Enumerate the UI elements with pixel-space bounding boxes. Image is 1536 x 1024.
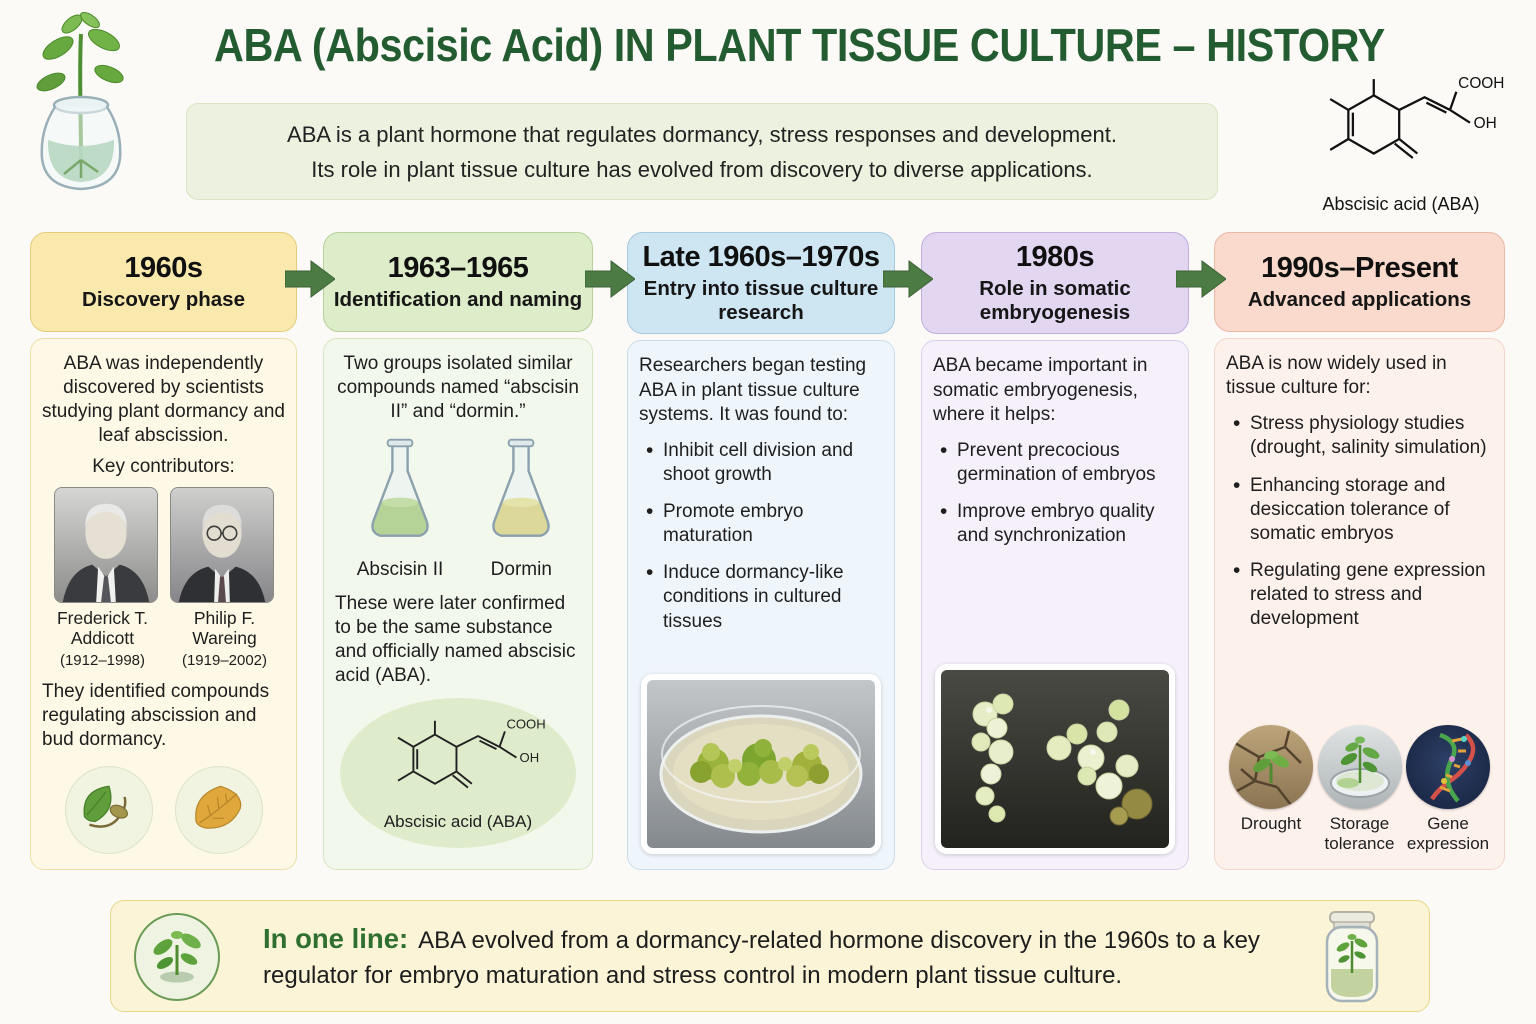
timeline-arrow-1 — [285, 258, 335, 300]
app-drought — [1227, 725, 1315, 854]
bullet-item: • Improve embryo quality and synchronization — [933, 500, 1177, 548]
plant-in-jar-icon — [20, 8, 142, 196]
portrait-photo-wareing — [170, 487, 274, 603]
aba-structure-badge — [340, 698, 576, 848]
dormin-flask-label: Dormin — [490, 558, 552, 580]
dormant-leaf-icon — [65, 766, 153, 854]
era-label: 1960s — [124, 251, 203, 284]
confirmation-paragraph: These were later confirmed to be the same substance and officially named abscisic acid (ABA). — [335, 592, 576, 686]
svg-text:OH: OH — [519, 750, 540, 766]
svg-text:COOH: COOH — [1458, 75, 1505, 93]
era-subtitle: Entry into tissue culture research — [643, 277, 879, 325]
timeline-arrow-3 — [883, 258, 933, 300]
timeline-column-1963-1965 — [323, 232, 593, 870]
identified-compounds-paragraph: They identified compounds regulating abscission and bud dormancy. — [42, 680, 270, 751]
summary-body-text: ABA evolved from a dormancy-related hormone discovery in the 1960s to a key regulator for embryo maturation and stress control in modern plant tissue culture. — [263, 927, 1260, 989]
contributor-name: Philip F. Wareing — [192, 607, 257, 649]
era-subtitle: Role in somatic embryogenesis — [979, 277, 1131, 325]
intro-line-1: ABA is a plant hormone that regulates dormancy, stress responses and development. — [287, 121, 1117, 147]
contributor-years: (1912–1998) — [59, 651, 146, 669]
era-label: 1980s — [1015, 241, 1095, 273]
column-header-1980s — [921, 232, 1189, 334]
culture-jar-icon — [1315, 909, 1389, 1005]
aba-badge-label: Abscisic acid (ABA) — [383, 812, 533, 832]
bullet-item: • Induce dormancy-like conditions in cultured tissues — [639, 561, 883, 633]
storage-tolerance-label: Storage tolerance — [1324, 813, 1395, 853]
abscisin-flask — [357, 436, 444, 581]
aba-structure-label: Abscisic acid (ABA) — [1322, 194, 1480, 214]
intro-box — [186, 103, 1218, 200]
era-subtitle: Advanced applications — [1247, 287, 1472, 311]
autumn-leaf-icon — [175, 766, 263, 854]
somatic-embryos-photo — [935, 664, 1175, 854]
intro-line-2: Its role in plant tissue culture has evolved from discovery to diverse applications. — [311, 156, 1093, 182]
bullet-item: • Stress physiology studies (drought, salinity simulation) — [1226, 412, 1493, 460]
drought-icon — [1229, 725, 1313, 809]
discovery-paragraph: ABA was independently discovered by scientists studying plant dormancy and leaf abscission. — [42, 353, 285, 447]
contributor-wareing — [170, 608, 280, 670]
bullet-item: • Regulating gene expression related to stress and development — [1226, 559, 1493, 631]
timeline-column-1990s-present — [1214, 232, 1505, 870]
era-subtitle: Discovery phase — [82, 287, 245, 311]
storage-tolerance-icon — [1318, 725, 1402, 809]
column-body-late1960s — [627, 340, 895, 870]
page-title: ABA (Abscisic Acid) IN PLANT TISSUE CULTURE – HISTORY — [214, 19, 1385, 71]
app-storage-tolerance — [1316, 725, 1404, 854]
era-subtitle: Identification and naming — [333, 287, 583, 311]
column-header-1960s — [30, 232, 297, 332]
era-label: Late 1960s–1970s — [642, 241, 880, 273]
column-header-1990s-present — [1214, 232, 1505, 332]
column-body-1963-1965 — [323, 338, 593, 870]
drought-label: Drought — [1240, 813, 1302, 833]
summary-box — [110, 900, 1430, 1012]
app-gene-expression — [1404, 725, 1492, 854]
testing-paragraph: Researchers began testing ABA in plant tissue culture systems. It was found to: — [639, 355, 867, 425]
era-label: 1990s–Present — [1261, 251, 1458, 284]
dormin-flask — [483, 436, 559, 581]
contributor-name: Frederick T. Addicott — [56, 607, 149, 649]
petri-dish-callus-photo — [641, 674, 881, 854]
key-contributors-label: Key contributors: — [92, 455, 235, 477]
column-header-1963-1965 — [323, 232, 593, 332]
bullet-item: • Enhancing storage and desiccation tolerance of somatic embryos — [1226, 474, 1493, 546]
contributor-years: (1919–2002) — [181, 651, 268, 669]
column-body-1990s-present — [1214, 338, 1505, 870]
in-one-line-label: In one line: — [263, 923, 409, 954]
abscisin-flask-label: Abscisin II — [356, 558, 444, 580]
timeline-column-late1960s — [627, 232, 895, 870]
contributor-addicott — [48, 608, 158, 670]
timeline-column-1980s — [921, 232, 1189, 870]
aba-structure-diagram — [1288, 70, 1514, 215]
timeline-column-1960s — [30, 232, 297, 870]
isolation-paragraph: Two groups isolated similar compounds named “abscisin II” and “dormin.” — [337, 353, 579, 423]
seedling-icon — [133, 913, 221, 1001]
embryogenesis-paragraph: ABA became important in somatic embryogenesis, where it helps: — [933, 355, 1148, 425]
portrait-photo-addicott — [54, 487, 158, 603]
svg-text:OH: OH — [1473, 115, 1497, 133]
applications-paragraph: ABA is now widely used in tissue culture for: — [1226, 353, 1447, 399]
column-body-1980s — [921, 340, 1189, 870]
era-label: 1963–1965 — [387, 251, 529, 284]
timeline-arrow-4 — [1176, 258, 1226, 300]
gene-expression-icon — [1406, 725, 1490, 809]
column-header-late1960s — [627, 232, 895, 334]
svg-text:COOH: COOH — [506, 716, 546, 732]
column-body-1960s — [30, 338, 297, 870]
gene-expression-label: Gene expression — [1406, 813, 1490, 853]
timeline-arrow-2 — [585, 258, 635, 300]
summary-sentence — [263, 921, 1353, 993]
bullet-item: • Promote embryo maturation — [639, 500, 883, 548]
bullet-item: • Inhibit cell division and shoot growth — [639, 439, 883, 487]
bullet-item: • Prevent precocious germination of embryos — [933, 439, 1177, 487]
